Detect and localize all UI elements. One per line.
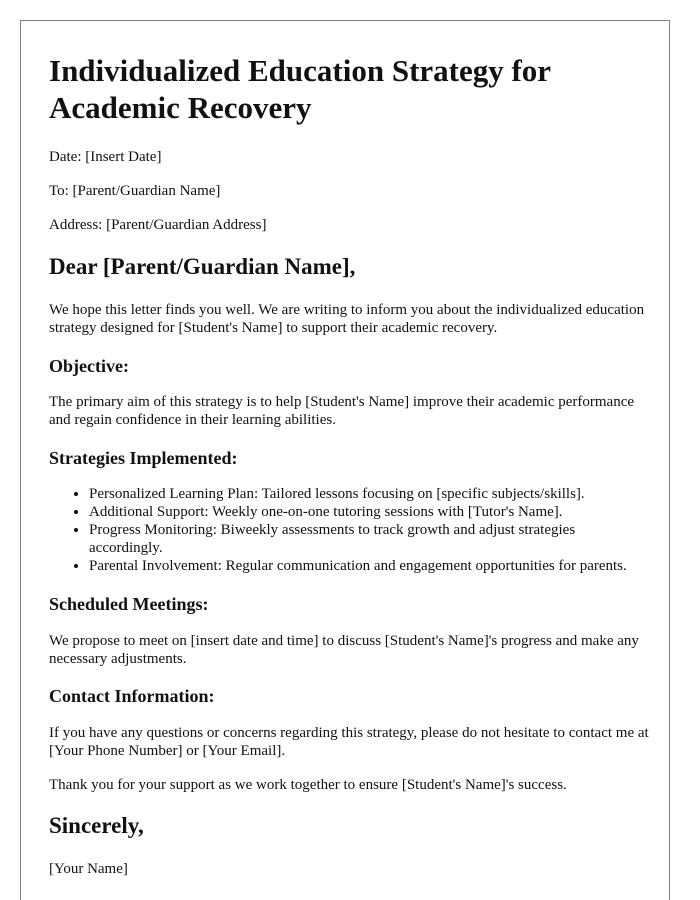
thanks-paragraph: Thank you for your support as we work together to ensure [Student's Name]'s success. — [49, 777, 567, 793]
meetings-heading: Scheduled Meetings: — [49, 594, 209, 614]
list-item: • Personalized Learning Plan: Tailored lessons focusing on [specific subjects/skills]. — [89, 485, 649, 503]
list-item: • Parental Involvement: Regular communication and engagement opportunities for parents. — [89, 557, 649, 575]
date-line: Date: [Insert Date] — [49, 149, 162, 165]
contact-heading: Contact Information: — [49, 686, 215, 706]
contact-paragraph: If you have any questions or concerns regarding this strategy, please do not hesitate to contact me at [Your Phone Number] or [Your Email]. — [49, 725, 649, 759]
list-item: • Progress Monitoring: Biweekly assessments to track growth and adjust strategies accordingly. — [89, 521, 649, 557]
closing: Sincerely, — [49, 813, 144, 838]
intro-paragraph: We hope this letter finds you well. We are writing to inform you about the individualized education strategy designed for [Student's Name] to support their academic recovery. — [49, 302, 645, 336]
strategies-heading: Strategies Implemented: — [49, 448, 238, 468]
objective-heading: Objective: — [49, 356, 129, 376]
strategies-list — [49, 485, 649, 575]
signature: [Your Name] — [49, 861, 128, 877]
recipient-line: To: [Parent/Guardian Name] — [49, 183, 221, 199]
objective-paragraph: The primary aim of this strategy is to help [Student's Name] improve their academic performance and regain confidence in their learning abilities. — [49, 394, 635, 428]
address-line: Address: [Parent/Guardian Address] — [49, 217, 267, 233]
list-item: • Additional Support: Weekly one-on-one tutoring sessions with [Tutor's Name]. — [89, 503, 649, 521]
letter-page — [20, 20, 670, 900]
salutation: Dear [Parent/Guardian Name], — [49, 254, 356, 279]
letter-title: Individualized Education Strategy for Academic Recovery — [49, 53, 551, 125]
meetings-paragraph: We propose to meet on [insert date and time] to discuss [Student's Name]'s progress and make any necessary adjustments. — [49, 633, 639, 667]
